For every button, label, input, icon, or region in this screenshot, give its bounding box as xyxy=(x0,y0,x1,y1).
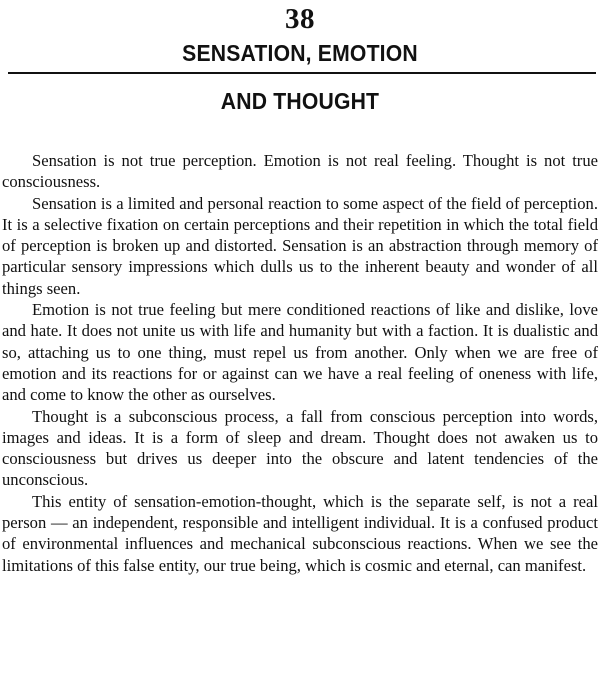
chapter-number: 38 xyxy=(285,3,315,35)
chapter-title-line-1: SENSATION, EMOTION xyxy=(182,40,418,66)
paragraph: Thought is a subconscious process, a fall from conscious perception into words, images and ideas. It is a form of sleep and dream. Thought does not awaken us to consciousness but drives us deeper into the obscure and latent tendencies of the unconscious. xyxy=(2,406,598,490)
chapter-body xyxy=(2,150,598,576)
paragraph: Sensation is not true perception. Emotion is not real feeling. Thought is not true consciousness. xyxy=(2,151,598,192)
chapter-title-line-2: AND THOUGHT xyxy=(220,88,380,114)
paragraph: Emotion is not true feeling but mere conditioned reactions of like and dislike, love and hate. It does not unite us with life and humanity but with a faction. It is dualistic and so, attaching us to one thing, must repel us from another. Only when we are free of emotion and its reactions for or against can we have a real feeling of oneness with life, and come to know the other as ourselves. xyxy=(2,300,598,405)
paragraph: This entity of sensation-emotion-thought, which is the separate self, is not a real person — an independent, responsible and intelligent individual. It is a confused product of environmental influences and mechanical subconscious reactions. When we see the limitations of this false entity, our true being, which is cosmic and eternal, can manifest. xyxy=(2,491,598,575)
title-divider xyxy=(8,72,596,74)
paragraph: Sensation is a limited and personal reaction to some aspect of the field of perception. It is a selective fixation on certain perceptions and their repetition in which the total field of perception is broken up and distorted. Sensation is an abstraction through memory of particular sensory impressions which dulls us to the inherent beauty and wonder of all things seen. xyxy=(2,193,598,298)
